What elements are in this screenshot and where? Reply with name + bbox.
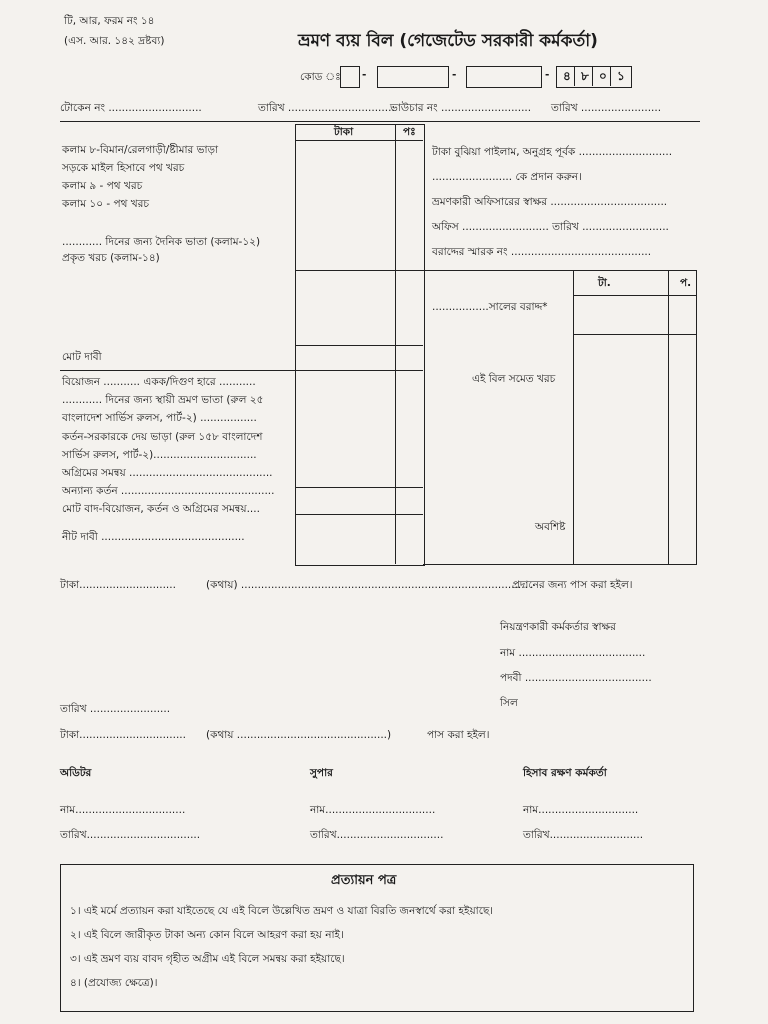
controller-designation: পদবী ...................................... [500, 672, 652, 684]
code-separator: - [545, 69, 550, 81]
code-digit: ৪ [563, 69, 571, 83]
total-deductions: মোট বাদ-বিয়োজন, কর্তন ও অগ্রিমের সমন্বয়.... [62, 503, 260, 515]
controller-signature: নিয়ন্ত্রণকারী কর্মকর্তার স্বাক্ষর [500, 621, 616, 633]
date-line: তারিখ ........................ [60, 703, 171, 715]
pass-amount: টাকা............................. [60, 579, 176, 591]
item-col10: কলাম ১০ - পথ খরচ [62, 198, 150, 210]
office-date: অফিস .......................... তারিখ .......................... [432, 221, 669, 233]
year-allocation: .................সালের বরাদ্দ* [432, 301, 548, 313]
attestation-item-3: ৩। এই ভ্রমণ ব্যয় বাবদ গৃহীত অগ্রীম এই বিলে সমন্বয় করা হইয়াছে। [70, 953, 345, 965]
deduction-rules-2: সার্ভিস রুলস, পার্ট-২)............................... [62, 449, 257, 461]
controller-name: নাম ...................................... [500, 647, 646, 659]
attestation-item-4: ৪। (প্রযোজ্য ক্ষেত্রে)। [70, 977, 158, 989]
received-text: টাকা বুঝিয়া পাইলাম, অনুগ্রহ পূর্বক ............................ [432, 146, 673, 158]
pass-amount-words-2: (কথায় .............................................) [206, 729, 392, 741]
paisa-header: পঃ [403, 126, 416, 138]
taka-header: টাকা [334, 126, 354, 138]
item-road-mileage: সড়কে মাইল হিসাবে পথ খরচ [62, 162, 185, 174]
accounts-officer-date: তারিখ............................ [523, 829, 644, 841]
code-digit: ১ [617, 69, 625, 83]
pass-amount-2: টাকা................................ [60, 729, 186, 741]
pay-to-text: ........................ কে প্রদান করুন। [432, 171, 582, 183]
item-daily-allowance: ............ দিনের জন্য দৈনিক ভাতা (কলাম-১২) [62, 236, 261, 248]
attestation-item-2: ২। এই বিলে জারীকৃত টাকা অন্য কোন বিলে আহরণ করা হয় নাই। [70, 929, 344, 941]
traveler-signature: ভ্রমণকারী অফিসারের স্বাক্ষর ................................... [432, 196, 668, 208]
attestation-title: প্রত্যায়ন পত্র [331, 873, 397, 888]
pass-payment-text: প্রদানের জন্য পাস করা হইল। [512, 579, 633, 591]
item-col9: কলাম ৯ - পথ খরচ [62, 180, 143, 192]
token-date: তারিখ ................................ [258, 102, 395, 114]
item-actual-cost: প্রকৃত খরচ (কলাম-১৪) [62, 252, 160, 264]
page-title: ভ্রমণ ব্যয় বিল (গেজেটেড সরকারী কর্মকর্তা) [298, 31, 598, 51]
deduction-rate: বিয়োজন ........... একক/দিগুণ হারে ........... [62, 376, 256, 388]
other-deductions: অন্যান্য কর্তন .............................................. [62, 485, 275, 497]
super-role: সুপার [310, 767, 333, 779]
voucher-date: তারিখ ........................ [551, 102, 662, 114]
form-number: টি, আর, ফরম নং ১৪ [64, 15, 155, 27]
code-box-1[interactable] [340, 66, 360, 88]
balance-label: অবশিষ্ট [535, 521, 566, 533]
auditor-name: নাম................................. [60, 804, 186, 816]
accounts-officer-role: হিসাব রক্ষণ কর্মকর্তা [523, 767, 607, 779]
code-box-3[interactable] [466, 66, 542, 88]
super-date: তারিখ................................ [310, 829, 444, 841]
ta-header: টা. [598, 277, 611, 289]
deduction-rules: বাংলাদেশ সার্ভিস রুলস, পার্ট-২) ................. [62, 412, 257, 424]
advance-adjustment: অগ্রিমের সমন্বয় ........................................... [62, 467, 273, 479]
code-digit: ০ [599, 69, 607, 83]
bill-total-cost: এই বিল সমেত খরচ [472, 373, 556, 385]
passed-text: পাস করা হইল। [427, 729, 490, 741]
deduction-rent: কর্তন-সরকারকে দেয় ভাড়া (রুল ১৫৮ বাংলাদেশ [62, 431, 263, 443]
attestation-item-1: ১। এই মর্মে প্রত্যায়ন করা যাইতেছে যে এই বিলে উল্লেখিত ভ্রমণ ও যাত্রা বিরতি জনস্বার্থে করা হইয়াছে। [70, 905, 494, 917]
code-digit: ৮ [581, 69, 589, 83]
accounts-officer-name: নাম.............................. [523, 804, 639, 816]
auditor-role: অডিটর [60, 767, 92, 779]
sr-reference: (এস. আর. ১৪২ দ্রষ্টব্য) [64, 35, 165, 47]
item-fare: কলাম ৮-বিমান/রেলগাড়ী/ষ্টীমার ভাড়া [62, 144, 219, 156]
code-box-2[interactable] [377, 66, 449, 88]
controller-seal: সিল [500, 697, 518, 709]
super-name: নাম................................. [310, 804, 436, 816]
voucher-number: ভাউচার নং ........................... [390, 102, 532, 114]
pa-header: প. [680, 277, 692, 289]
code-label: কোড ঃ [300, 71, 341, 83]
token-number: টোকেন নং ............................ [60, 102, 202, 114]
pass-amount-words: (কথায়) ...................................................................................... [206, 579, 528, 591]
code-separator: - [452, 69, 457, 81]
auditor-date: তারিখ.................................. [60, 829, 201, 841]
net-claim: নীট দাবী ........................................... [62, 531, 245, 543]
code-separator: - [362, 69, 367, 81]
allocation-memo: বরাদ্দের স্মারক নং .......................................... [432, 246, 652, 258]
header-divider [60, 121, 700, 122]
total-claim: মোট দাবী [62, 351, 102, 363]
deduction-travel-allowance: ............ দিনের জন্য স্থায়ী ভ্রমণ ভাতা (রুল ২৫ [62, 394, 264, 406]
